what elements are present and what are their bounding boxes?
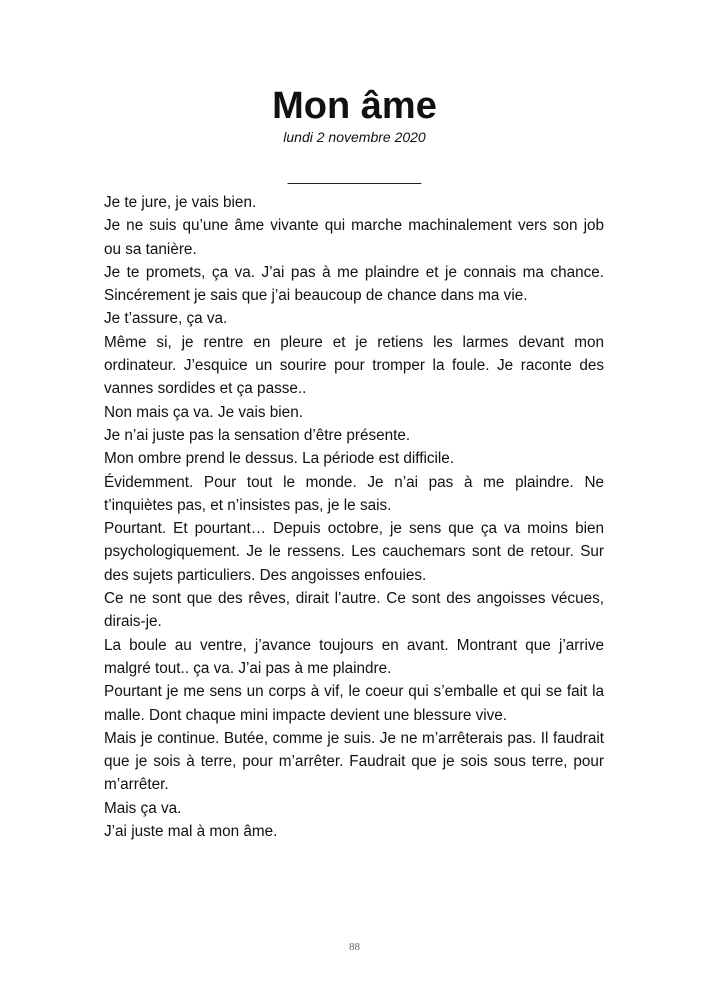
paragraph: Je ne suis qu’une âme vivante qui marche machinalement vers son job ou sa tanière.: [104, 217, 604, 258]
post-date: lundi 2 novembre 2020: [283, 129, 426, 145]
paragraph: J’ai juste mal à mon âme.: [104, 823, 278, 841]
paragraph: Je n’ai juste pas la sensation d’être présente.: [104, 426, 411, 444]
poem-body: [104, 191, 604, 843]
paragraph: Ce ne sont que des rêves, dirait l’autre. Ce sont des angoisses vécues, dirais-je.: [104, 590, 604, 631]
page-number: 88: [349, 941, 360, 953]
paragraph: Pourtant je me sens un corps à vif, le coeur qui s’emballe et qui se fait la malle. Dont chaque mini impacte devient une blessure vive.: [104, 683, 604, 724]
paragraph: Évidemment. Pour tout le monde. Je n’ai pas à me plaindre. Ne t’inquiètes pas, et n’insistes pas, je le sais.: [104, 473, 604, 514]
paragraph: Je te promets, ça va. J’ai pas à me plaindre et je connais ma chance. Sincérement je sais que j’ai beaucoup de chance dans ma vie.: [104, 263, 604, 305]
title-separator: ________________: [287, 168, 422, 185]
paragraph: Mais ça va.: [104, 799, 182, 817]
paragraph: Non mais ça va. Je vais bien.: [104, 403, 303, 421]
page-title: Mon âme: [272, 85, 437, 127]
paragraph: Mais je continue. Butée, comme je suis. Je ne m’arrêterais pas. Il faudrait que je sois à terre, pour m’arrêter. Faudrait que je sois sous terre, pour m’arrêter.: [104, 729, 604, 794]
paragraph: Mon ombre prend le dessus. La période est difficile.: [104, 450, 455, 468]
paragraph: Je t’assure, ça va.: [104, 310, 228, 328]
paragraph: Je te jure, je vais bien.: [104, 194, 257, 211]
paragraph: Même si, je rentre en pleure et je retiens les larmes devant mon ordinateur. J’esquice un sourire pour tromper la foule. Je raconte des vannes sordides et ça passe..: [104, 333, 604, 398]
paragraph: La boule au ventre, j’avance toujours en avant. Montrant que j’arrive malgré tout.. ça va. J’ai pas à me plaindre.: [104, 636, 604, 677]
paragraph: Pourtant. Et pourtant… Depuis octobre, je sens que ça va moins bien psychologiquement. Je le ressens. Les cauchemars sont de retour. Sur des sujets particuliers. Des angoisses enfouies.: [104, 520, 604, 584]
